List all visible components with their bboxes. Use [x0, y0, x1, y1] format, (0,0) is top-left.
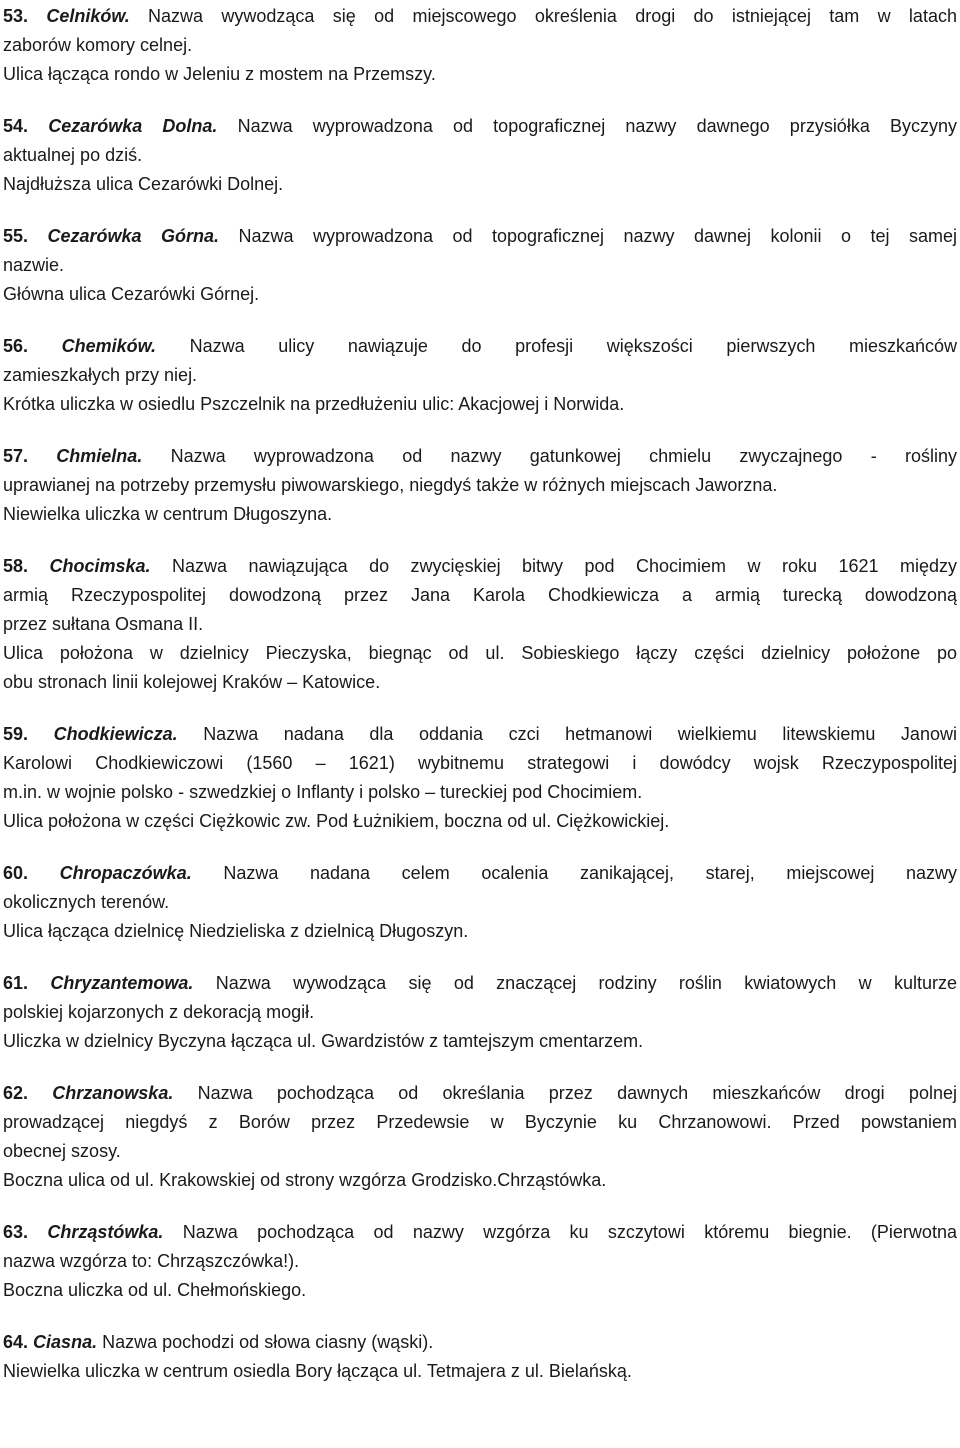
entry-line	[3, 222, 957, 251]
entry-line	[3, 610, 957, 639]
entry-text: Nazwa wyprowadzona od topograficznej nazwy dawnej kolonii o tej samej	[238, 226, 957, 246]
entry-text: Boczna uliczka od ul. Chełmońskiego.	[3, 1280, 307, 1300]
entry-line	[3, 807, 957, 836]
entry-text: Nazwa wywodząca się od miejscowego określenia drogi do istniejącej tam w latach	[148, 6, 957, 26]
entry-text: Nazwa pochodzi od słowa ciasny (wąski).	[102, 1332, 434, 1352]
street-entry	[3, 552, 957, 697]
entry-line	[3, 31, 957, 60]
entry-text: Nazwa nadana dla oddania czci hetmanowi wielkiemu litewskiemu Janowi	[203, 724, 957, 744]
entry-line	[3, 552, 957, 581]
entry-number: 55.	[3, 226, 29, 246]
street-entry	[3, 969, 957, 1056]
street-entry	[3, 1218, 957, 1305]
entry-line	[3, 668, 957, 697]
entry-text: Niewielka uliczka w centrum Długoszyna.	[3, 504, 333, 524]
entry-text: Karolowi Chodkiewiczowi (1560 – 1621) wybitnemu strategowi i dowódcy wojsk Rzeczypospolitej	[3, 753, 957, 773]
street-entry	[3, 2, 957, 89]
entry-line	[3, 917, 957, 946]
entry-line	[3, 2, 957, 31]
entry-line	[3, 1328, 957, 1357]
entry-text: Ulica łącząca dzielnicę Niedzieliska z dzielnicą Długoszyn.	[3, 921, 469, 941]
entry-line	[3, 1247, 957, 1276]
entry-text: Nazwa ulicy nawiązuje do profesji większości pierwszych mieszkańców	[189, 336, 957, 356]
entry-text: polskiej kojarzonych z dekoracją mogił.	[3, 1002, 315, 1022]
entry-line	[3, 1276, 957, 1305]
entry-text: obu stronach linii kolejowej Kraków – Katowice.	[3, 672, 381, 692]
entry-text: okolicznych terenów.	[3, 892, 170, 912]
entry-line	[3, 1108, 957, 1137]
entry-text: m.in. w wojnie polsko - szwedzkiej o Inflanty i polsko – tureckiej pod Chocimiem.	[3, 782, 643, 802]
entry-number: 53.	[3, 6, 29, 26]
street-entry	[3, 859, 957, 946]
street-entry	[3, 1328, 957, 1386]
entry-text: Nazwa nawiązująca do zwycięskiej bitwy pod Chocimiem w roku 1621 między	[172, 556, 957, 576]
entry-line	[3, 1357, 957, 1386]
entry-number: 57.	[3, 446, 29, 466]
entry-number: 64.	[3, 1332, 29, 1352]
entry-text: Główna ulica Cezarówki Górnej.	[3, 284, 260, 304]
entry-number: 63.	[3, 1222, 29, 1242]
entry-line	[3, 749, 957, 778]
entry-line	[3, 639, 957, 668]
entry-text: uprawianej na potrzeby przemysłu piwowarskiego, niegdyś także w różnych miejscach Jaworzna.	[3, 475, 778, 495]
street-entry	[3, 222, 957, 309]
entry-text: Ulica położona w dzielnicy Pieczyska, biegnąc od ul. Sobieskiego łączy części dzielnicy położone po	[3, 643, 957, 663]
entry-text: Krótka uliczka w osiedlu Pszczelnik na przedłużeniu ulic: Akacjowej i Norwida.	[3, 394, 625, 414]
entry-text: nazwie.	[3, 255, 65, 275]
street-name: Celników.	[46, 6, 130, 26]
entry-line	[3, 390, 957, 419]
entry-line	[3, 112, 957, 141]
entry-text: zaborów komory celnej.	[3, 35, 193, 55]
entry-line	[3, 1166, 957, 1195]
entry-line	[3, 1218, 957, 1247]
entry-number: 60.	[3, 863, 29, 883]
entry-line	[3, 888, 957, 917]
street-name: Cezarówka Górna.	[47, 226, 220, 246]
entry-text: obecnej szosy.	[3, 1141, 121, 1161]
entry-number: 61.	[3, 973, 29, 993]
street-name: Chocimska.	[49, 556, 151, 576]
entry-line	[3, 141, 957, 170]
entry-line	[3, 1079, 957, 1108]
entry-text: armią Rzeczypospolitej dowodzoną przez Jana Karola Chodkiewicza a armią turecką dowodzoną	[3, 585, 957, 605]
entry-line	[3, 720, 957, 749]
entry-number: 59.	[3, 724, 29, 744]
street-name: Chropaczówka.	[59, 863, 192, 883]
entry-line	[3, 1027, 957, 1056]
entry-line	[3, 251, 957, 280]
entry-line	[3, 361, 957, 390]
street-name: Chmielna.	[56, 446, 143, 466]
street-name: Ciasna.	[33, 1332, 98, 1352]
entry-text: Uliczka w dzielnicy Byczyna łącząca ul. Gwardzistów z tamtejszym cmentarzem.	[3, 1031, 644, 1051]
street-name: Chemików.	[61, 336, 156, 356]
entry-text: Boczna ulica od ul. Krakowskiej od strony wzgórza Grodzisko.Chrząstówka.	[3, 1170, 607, 1190]
entry-text: przez sułtana Osmana II.	[3, 614, 204, 634]
street-entry	[3, 332, 957, 419]
entry-text: Najdłuższa ulica Cezarówki Dolnej.	[3, 174, 284, 194]
entry-line	[3, 998, 957, 1027]
street-name: Chryzantemowa.	[50, 973, 194, 993]
entry-text: Nazwa wywodząca się od znaczącej rodziny roślin kwiatowych w kulturze	[215, 973, 957, 993]
entry-line	[3, 581, 957, 610]
entry-text: zamieszkałych przy niej.	[3, 365, 198, 385]
entry-line	[3, 500, 957, 529]
entry-text: Nazwa wyprowadzona od topograficznej nazwy dawnego przysiółka Byczyny	[237, 116, 957, 136]
entry-line	[3, 170, 957, 199]
street-name: Chodkiewicza.	[53, 724, 178, 744]
entry-line	[3, 442, 957, 471]
entry-number: 58.	[3, 556, 29, 576]
entry-line	[3, 332, 957, 361]
entry-line	[3, 778, 957, 807]
entry-text: Nazwa pochodząca od określania przez dawnych mieszkańców drogi polnej	[197, 1083, 957, 1103]
entry-number: 62.	[3, 1083, 29, 1103]
entry-text: nazwa wzgórza to: Chrząszczówka!).	[3, 1251, 300, 1271]
entry-text: Niewielka uliczka w centrum osiedla Bory łącząca ul. Tetmajera z ul. Bielańską.	[3, 1361, 632, 1381]
street-name: Cezarówka Dolna.	[48, 116, 218, 136]
street-entry	[3, 720, 957, 836]
entry-line	[3, 280, 957, 309]
entry-text: aktualnej po dziś.	[3, 145, 143, 165]
entry-line	[3, 859, 957, 888]
entry-number: 56.	[3, 336, 29, 356]
entry-line	[3, 60, 957, 89]
street-name: Chrzanowska.	[52, 1083, 174, 1103]
document-page	[3, 2, 957, 1386]
entry-text: prowadzącej niegdyś z Borów przez Przedewsie w Byczynie ku Chrzanowowi. Przed powstaniem	[3, 1112, 957, 1132]
entry-text: Ulica łącząca rondo w Jeleniu z mostem na Przemszy.	[3, 64, 436, 84]
entry-text: Nazwa pochodząca od nazwy wzgórza ku szczytowi któremu biegnie. (Pierwotna	[182, 1222, 957, 1242]
entry-number: 54.	[3, 116, 29, 136]
entry-text: Nazwa nadana celem ocalenia zanikającej, starej, miejscowej nazwy	[223, 863, 957, 883]
entry-line	[3, 969, 957, 998]
entry-text: Ulica położona w części Ciężkowic zw. Pod Łużnikiem, boczna od ul. Ciężkowickiej.	[3, 811, 670, 831]
street-name: Chrząstówka.	[47, 1222, 164, 1242]
street-entry	[3, 1079, 957, 1195]
entry-text: Nazwa wyprowadzona od nazwy gatunkowej chmielu zwyczajnego - rośliny	[170, 446, 957, 466]
street-entry	[3, 112, 957, 199]
street-entry	[3, 442, 957, 529]
entry-line	[3, 1137, 957, 1166]
entry-line	[3, 471, 957, 500]
